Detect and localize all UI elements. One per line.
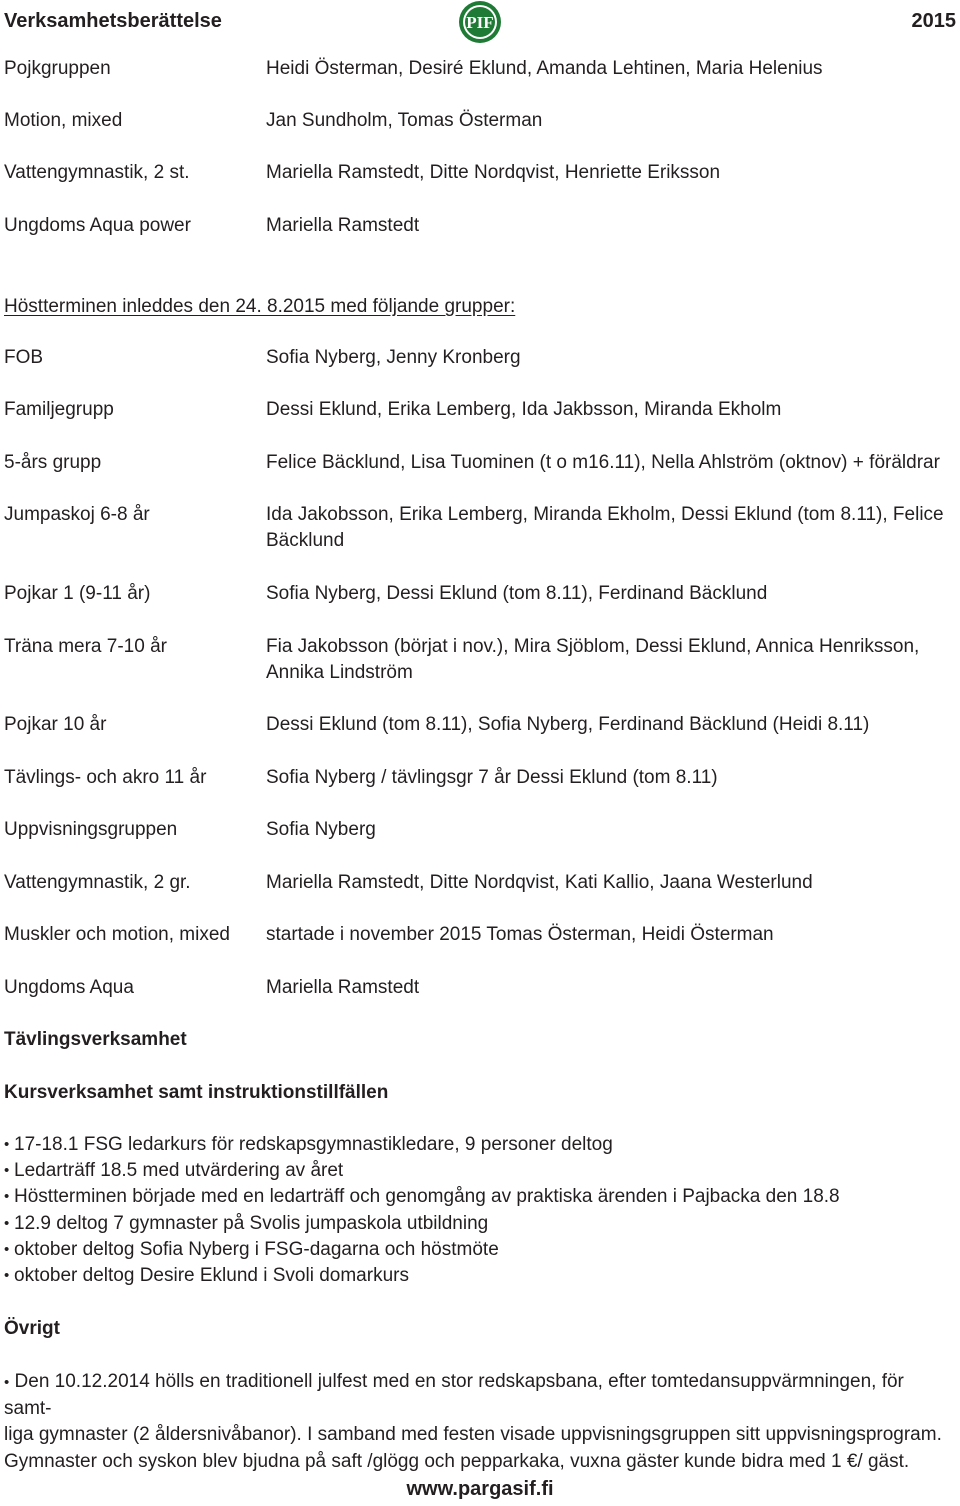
list-item: • 12.9 deltog 7 gymnaster på Svolis jumpaskola utbildning (4, 1211, 956, 1237)
group-label: Pojkar 10 år (4, 714, 107, 735)
list-item: • 17-18.1 FSG ledarkurs för redskapsgymnastikledare, 9 personer deltog (4, 1132, 956, 1158)
group-leaders: Dessi Eklund, Erika Lemberg, Ida Jakbsson, Miranda Ekholm (266, 399, 782, 420)
autumn-heading-rest: inleddes den 24. 8.2015 med följande grupper: (117, 296, 516, 317)
group-leaders: Felice Bäcklund, Lisa Tuominen (t o m16.11), Nella Ahlström (oktnov) + föräldrar (266, 452, 940, 473)
group-label: Motion, mixed (4, 110, 123, 131)
group-label: Familjegrupp (4, 399, 114, 420)
svg-text:PIF: PIF (466, 13, 494, 32)
competition-heading: Tävlingsverksamhet (4, 1029, 187, 1050)
group-label: Uppvisningsgruppen (4, 819, 178, 840)
group-leaders: Fia Jakobsson (börjat i nov.), Mira Sjöblom, Dessi Eklund, Annica Henriksson, Annika Lindström (266, 636, 920, 683)
list-item: • Höstterminen började med en ledarträff och genomgång av praktiska ärenden i Pajbacka den 18.8 (4, 1184, 956, 1210)
paragraph-line (4, 1369, 956, 1422)
group-label: Vattengymnastik, 2 gr. (4, 872, 191, 893)
group-leaders: Sofia Nyberg / tävlingsgr 7 år Dessi Eklund (tom 8.11) (266, 767, 718, 788)
group-leaders: Jan Sundholm, Tomas Österman (266, 110, 543, 131)
group-label: Pojkar 1 (9-11 år) (4, 583, 151, 604)
bullet-marker: • (4, 1374, 10, 1391)
group-label: Vattengymnastik, 2 st. (4, 162, 190, 183)
group-leaders: Sofia Nyberg (266, 819, 376, 840)
club-logo (453, 0, 507, 44)
group-label: Muskler och motion, mixed (4, 924, 230, 945)
other-heading: Övrigt (4, 1318, 60, 1339)
group-label: Ungdoms Aqua power (4, 215, 191, 236)
courses-list (4, 1132, 956, 1289)
list-item: • oktober deltog Sofia Nyberg i FSG-dagarna och höstmöte (4, 1237, 956, 1263)
group-leaders: Mariella Ramstedt (266, 977, 420, 998)
group-leaders: Mariella Ramstedt, Ditte Nordqvist, Kati Kallio, Jaana Westerlund (266, 872, 813, 893)
group-label: Tävlings- och akro 11 år (4, 767, 207, 788)
document-year: 2015 (911, 10, 956, 32)
paragraph-line: liga gymnaster (2 åldersnivåbanor). I samband med festen visade uppvisningsgruppen sitt uppvisningsprogram. (4, 1424, 942, 1446)
group-leaders: Ida Jakobsson, Erika Lemberg, Miranda Ekholm, Dessi Eklund (tom 8.11), Felice Bäcklund (266, 504, 944, 551)
courses-heading: Kursverksamhet samt instruktionstillfällen (4, 1082, 389, 1103)
paragraph-text: Den 10.12.2014 hölls en traditionell julfest med en stor redskapsbana, efter tomtedansuppvärmningen, för samt- (4, 1371, 904, 1420)
autumn-heading-term: Höstterminen (4, 296, 117, 317)
autumn-heading (4, 294, 515, 320)
group-label: Ungdoms Aqua (4, 977, 134, 998)
footer-url[interactable]: www.pargasif.fi (406, 1478, 554, 1500)
document-title: Verksamhetsberättelse (4, 10, 222, 32)
group-leaders: Dessi Eklund (tom 8.11), Sofia Nyberg, Ferdinand Bäcklund (Heidi 8.11) (266, 714, 870, 735)
group-label: Pojkgruppen (4, 58, 111, 79)
group-leaders: Sofia Nyberg, Jenny Kronberg (266, 347, 521, 368)
group-label: 5-års grupp (4, 452, 102, 473)
group-leaders: Mariella Ramstedt, Ditte Nordqvist, Henriette Eriksson (266, 162, 721, 183)
group-leaders: startade i november 2015 Tomas Österman, Heidi Österman (266, 924, 774, 945)
page-header (0, 0, 960, 44)
list-item: • oktober deltog Desire Eklund i Svoli domarkurs (4, 1263, 956, 1289)
group-label: Träna mera 7-10 år (4, 636, 167, 657)
list-item: • Ledarträff 18.5 med utvärdering av året (4, 1158, 956, 1184)
group-label: Jumpaskoj 6-8 år (4, 504, 150, 525)
group-leaders: Heidi Österman, Desiré Eklund, Amanda Lehtinen, Maria Helenius (266, 58, 823, 79)
other-paragraph (4, 1369, 956, 1475)
paragraph-line: Gymnaster och syskon blev bjudna på saft /glögg och pepparkaka, vuxna gäster kunde bidra med 1 €/ gäst. (4, 1450, 910, 1472)
group-label: FOB (4, 347, 44, 368)
group-leaders: Sofia Nyberg, Dessi Eklund (tom 8.11), Ferdinand Bäcklund (266, 583, 768, 604)
group-leaders: Mariella Ramstedt (266, 215, 420, 236)
